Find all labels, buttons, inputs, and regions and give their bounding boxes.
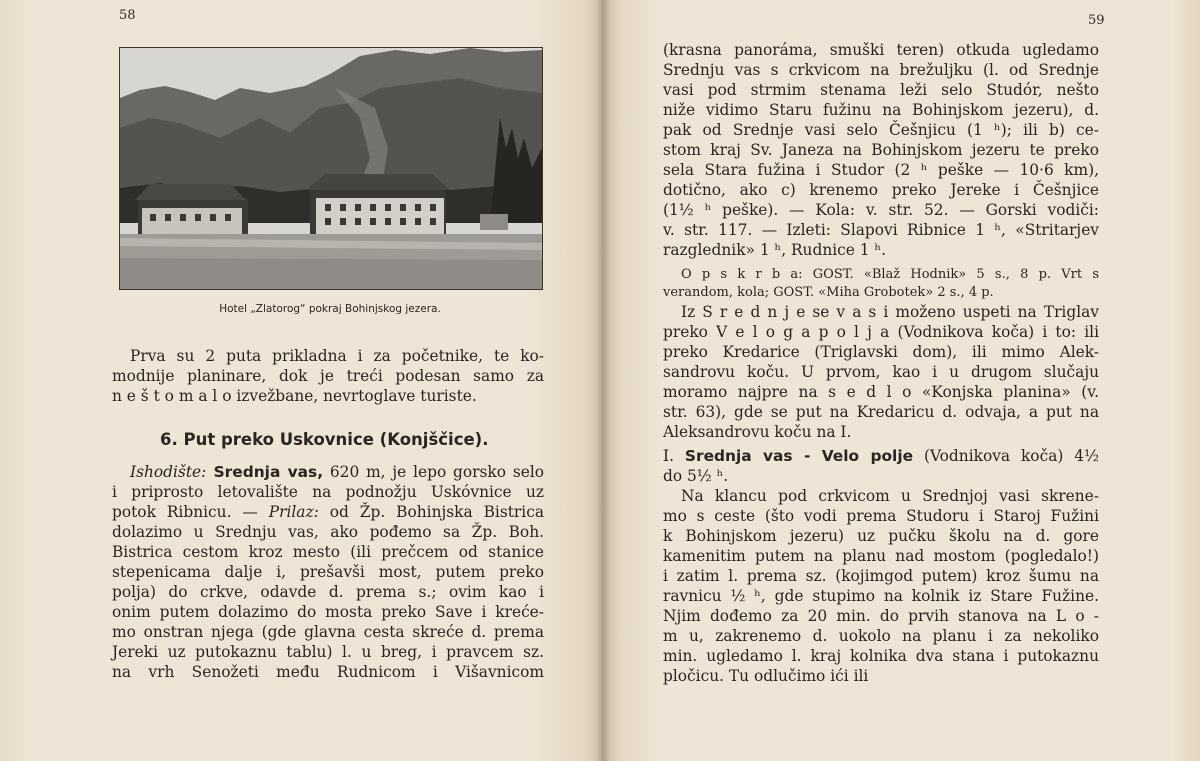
text-line: Aleksandrovu koču na I. [663,423,852,441]
right-paragraph-3 [663,486,1099,686]
text-run: potok Ribnicu. — [112,503,269,521]
label-prilaz: Prilaz: [268,503,319,521]
text-line: niže vidimo Staru fužinu na Bohinjskom jezeru), d. [663,101,1099,119]
text-line: (krasna panoráma, smuški teren) otkuda ugledamo [663,41,1099,59]
route-name: Srednja vas - Velo polje [684,447,914,465]
text-line: str. 63), gde se put na Kredaricu d. odvaja, a put na [663,403,1099,421]
right-page [603,0,1200,761]
text-line: Jereki uz putokaznu tablu) l. u breg, i pravcem sz. [112,643,544,661]
text-line [663,446,1099,466]
text-line: polja) do crkve, odavde d. prema s.; ovim kao i [112,583,544,601]
page-number-left: 58 [119,8,136,23]
text-line: sela Stara fužina i Studor (2 ʰ peške — 10·6 km), [663,161,1099,179]
section-heading: 6. Put preko Uskovnice (Konjščice). [160,430,489,449]
text-line: razglednik» 1 ʰ, Rudnice 1 ʰ. [663,241,887,259]
text-line: dolazimo u Srednju vas, ako pođemo sa Žp. Boh. [112,523,544,541]
text-run: od Žp. Bohinjska Bistrica [318,503,544,521]
text-line: i zatim l. prema sz. (kojimgod putem) kroz šumu na [663,567,1099,585]
text-run: 620 m, je lepo gorsko selo [323,463,545,481]
text-line: sandrovu koču. U prvom, kao i u drugom slučaju [663,363,1099,381]
text-line: n e š t o m a l o izvežbane, nevrtoglave turiste. [112,387,477,405]
text-line: m u, zakrenemo d. uokolo na planu i za nekoliko [663,627,1099,645]
text-line: vasi pod strmim stenama leži selo Studór, nešto [663,81,1099,99]
page-number-right: 59 [1088,13,1105,28]
text-line: moramo najpre na s e d l o «Konjska planina» (v. [663,383,1099,401]
text-line: kamenitim putem na planu nad mostom (pogledalo!) [663,547,1099,565]
text-line: preko Kredarice (Triglavski dom), ili mimo Alek- [663,343,1099,361]
text-line: ravnicu ½ ʰ, gde stupimo na kolnik iz Stare Fužine. [663,587,1099,605]
text-line: Njim dođemo za 20 min. do prvih stanova na L o - [663,607,1099,625]
right-paragraph-2 [663,302,1099,442]
text-line: modnije planinare, dok je treći podesan samo za [112,367,544,385]
photo-caption: Hotel „Zlatorog“ pokraj Bohinjskog jezera. [219,303,441,315]
right-paragraph-1 [663,40,1099,260]
text-line: dotično, ako c) krenemo preko Jereke i Češnjice [663,181,1099,199]
text-line: mo onstran njega (gde glavna cesta skreće d. prema [112,623,544,641]
text-line: v. str. 117. — Izleti: Slapovi Ribnice 1 ʰ, «Stritarjev [663,221,1099,239]
text-run: (Vodnikova koča) 4½ [913,447,1099,465]
text-line: pak od Srednje vasi selo Češnjicu (1 ʰ); ili b) ce- [663,121,1099,139]
text-line: stepenicama dalje i, prešavši most, putem preko [112,563,544,581]
text-line: pločicu. Tu odlučimo ići ili [663,667,869,685]
text-line: Iz S r e d n j e se v a s i moženo uspeti na Triglav [681,303,1099,321]
text-line: stom kraj Sv. Janeza na Bohinjskom jezeru te preko [663,141,1099,159]
text-line: O p s k r b a: GOST. «Blaž Hodnik» 5 s., 8 p. Vrt s [681,267,1099,282]
text-line: Na klancu pod crkvicom u Srednjoj vasi skrene- [681,487,1099,505]
text-line: Prva su 2 puta prikladna i za početnike, te ko- [130,347,544,365]
text-line: Bistrica cestom kroz mesto (ili prečcem od stanice [112,543,544,561]
text-line: (1½ ʰ peške). — Kola: v. str. 52. — Gorski vodiči: [663,201,1099,219]
place-srednja-vas: Srednja vas, [206,463,324,481]
text-line: k Bohinjskom jezeru) uz pučku školu na d. gore [663,527,1099,545]
text-line [112,502,544,522]
text-line: preko V e l o g a p o l j a (Vodnikova koča) i to: ili [663,323,1099,341]
intro-paragraph [112,346,544,406]
text-run: I. [663,447,685,465]
body-paragraph [112,462,544,682]
text-line: Srednju vas s crkvicom na brežuljku (l. od Srednje [663,61,1099,79]
text-line: min. ugledamo l. kraj kolnika dva stana i putokaznu [663,647,1099,665]
supply-info [663,266,1099,302]
hotel-photo [119,47,543,290]
route-heading [663,446,1099,486]
text-line [112,462,544,482]
book-gutter [596,0,610,761]
text-line: na vrh Senožeti među Rudnicom i Višavnicom [112,663,544,681]
label-ishodiste: Ishodište: [130,463,207,481]
text-line: do 5½ ʰ. [663,467,729,485]
text-line: mo s ceste (što vodi prema Studoru i Staroj Fužini [663,507,1099,525]
text-line: verandom, kola; GOST. «Miha Grobotek» 2 s., 4 p. [663,285,994,300]
text-line: i priprosto letovalište na podnožju Uskóvnice uz [112,483,544,501]
text-line: onim putem dolazimo do mosta preko Save i kreće- [112,603,544,621]
